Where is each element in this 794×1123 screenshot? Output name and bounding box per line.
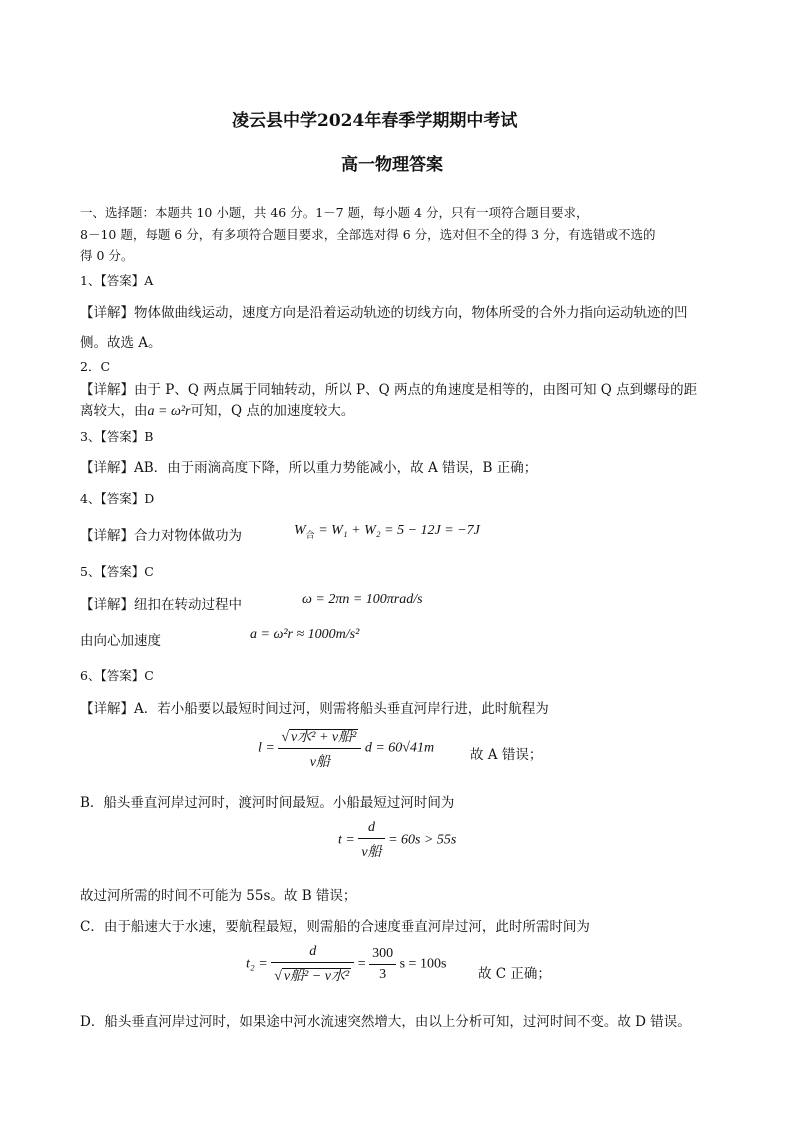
q3-detail: 【详解】AB．由于雨滴高度下降，所以重力势能减小，故 A 错误，B 正确； [80,460,538,476]
q6-formula-b-lhs: t = [338,832,355,848]
q6-formula-a [258,726,434,771]
q6-formula-a-note: 故 A 错误； [470,747,543,763]
q3-answer: 3、【答案】B [80,429,154,444]
page-subtitle: 高一物理答案 [341,155,443,175]
q6-formula-c-numerator: d [271,944,354,963]
q2-answer: 2．C [80,359,111,374]
section-header-line-3: 得 0 分。 [80,248,134,263]
q6-formula-a-fraction: $\frac{\text{√ v水² + v船²}}{\text{v船}}$ [278,726,361,771]
q6-formula-b-rhs: = 60s > 55s [388,832,457,848]
q6-formula-b-fraction [358,820,384,861]
q6-formula-c-denominator: v船² − v水² [283,969,350,984]
q6-formula-b [338,820,456,861]
q6-formula-c-lhs: t₂ = [246,956,268,972]
q6-formula-c: t₂ = $\frac{d}{\text{√ v船² − v水²}}$ = $\frac{300}{3}$ s = 100s [246,944,447,984]
q5-answer: 5、【答案】C [80,564,154,579]
q2-detail-line-1: 【详解】由于 P、Q 两点属于同轴转动，所以 P、Q 两点的角速度是相等的，由图可知 Q 点到螺母的距 [80,382,698,398]
q5-formula-1: ω = 2πn = 100πrad/s [302,592,423,607]
q6-formula-c-mid-denominator: 3 [379,967,387,982]
q2-formula: a = ω²r [147,404,191,419]
q6-formula-c-fraction: $\frac{d}{\text{√ v船² − v水²}}$ [271,944,354,985]
q2-detail-line-2 [80,399,354,420]
q4-formula-W: W [294,523,306,538]
q6-formula-c-fraction-2 [369,946,396,983]
q6-part-d: D．船头垂直河岸过河时，如果途中河水流速突然增大，由以上分析可知，过河时间不变。故 D 错误。 [80,1014,691,1030]
q1-answer: 1、【答案】A [80,273,154,288]
q6-formula-a-lhs: l = [258,740,275,756]
q4-answer: 4、【答案】D [80,491,155,506]
q6-formula-c-mid-numerator: 300 [369,946,396,965]
q6-formula-b-denominator: v船 [361,845,382,860]
q2-detail-text-a: 离较大，由 [80,403,148,419]
q6-part-c: C．由于船速大于水速，要航程最短，则需船的合速度垂直河岸过河，此时所需时间为 [80,919,590,935]
q6-formula-b-numerator: d [358,820,384,839]
q1-detail-line-1: 【详解】物体做曲线运动，速度方向是沿着运动轨迹的切线方向，物体所受的合外力指向运动轨迹的凹 [80,305,688,321]
q6-formula-a-rhs: d = 60√41m [364,740,435,756]
section-header-line-1: 一、选择题：本题共 10 小题，共 46 分。1－7 题，每小题 4 分，只有一项符合题目要求， [80,205,589,220]
q6-formula-a-denominator: v船 [309,755,330,770]
q6-part-b: B．船头垂直河岸过河时，渡河时间最短。小船最短过河时间为 [80,795,455,811]
q6-answer: 6、【答案】C [80,668,154,683]
q4-formula-sub: 合 [305,529,315,540]
q4-formula-rest: = W₁ + W₂ = 5 − 12J = −7J [314,523,480,538]
page-title: 凌云县中学2024年春季学期期中考试 [232,111,518,131]
q6-formula-a-numerator: v水² + v船² [291,730,357,745]
q1-detail-line-2: 侧。故选 A。 [80,335,162,351]
q4-detail-label: 【详解】合力对物体做功为 [80,528,242,544]
q5-formula-2: a = ω²r ≈ 1000m/s² [250,627,360,642]
q4-formula [294,523,480,539]
q2-detail-text-b: 可知，Q 点的加速度较大。 [190,403,355,419]
section-header-line-2: 8－10 题，每题 6 分，有多项符合题目要求，全部选对得 6 分，选对但不全的得 3 分，有选错或不选的 [80,227,656,242]
q5-label-2: 由向心加速度 [80,633,161,649]
q5-detail-label: 【详解】纽扣在转动过程中 [80,597,242,613]
q6-part-a: 【详解】A．若小船要以最短时间过河，则需将船头垂直河岸行进，此时航程为 [80,701,549,717]
q6-formula-c-rhs: s = 100s [399,956,447,972]
q6-part-b-2: 故过河所需的时间不可能为 55s。故 B 错误； [80,888,357,904]
q6-formula-c-note: 故 C 正确； [478,966,551,982]
